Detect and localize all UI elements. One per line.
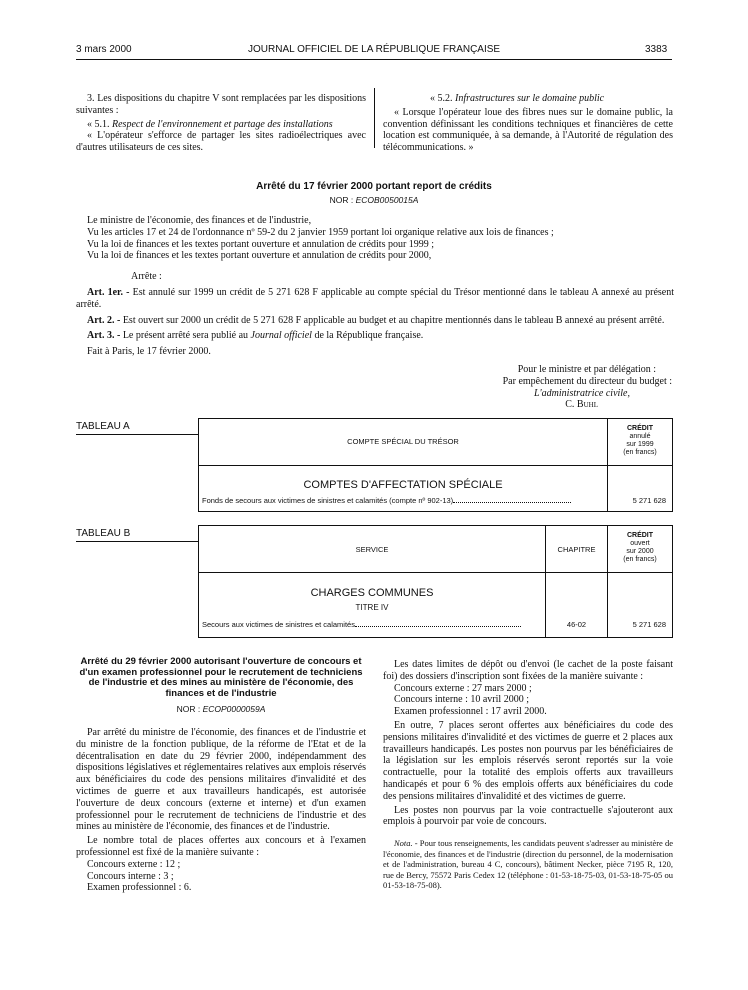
tableau-b-row-label: Secours aux victimes de sinistres et calamités	[202, 620, 355, 629]
places-item: Concours externe : 12 ;	[87, 858, 181, 870]
tableau-a-rule	[76, 434, 199, 435]
tableau-a-col2-h3: (en francs)	[623, 449, 657, 456]
preamble-line: Vu la loi de finances et les textes portant ouverture et annulation de crédits pour 2000,	[87, 250, 432, 262]
tableau-a-col1-header: COMPTE SPÉCIAL DU TRÉSOR	[347, 437, 459, 446]
arrete2-nor	[76, 704, 366, 714]
page-number: 3383	[645, 44, 668, 55]
section-5-2-body: « Lorsque l'opérateur loue des fibres nues sur le domaine public, la convention définissant les conditions techniques et financières de cette location est communiquée, à sa demande, à l'Autorité de régulation des télécommunications. »	[383, 106, 673, 154]
article-3-text-before: Le présent arrêté sera publié au	[122, 330, 249, 342]
arrete2-para5: Les postes non pourvus par la voie contractuelle s'ajouteront aux emplois à pourvoir par voie de concours.	[383, 804, 673, 828]
arrete2-right-column	[383, 659, 673, 891]
tableau-b-subtitle: TITRE IV	[355, 603, 389, 612]
tableau-a-col2-h2: sur 1999	[626, 441, 654, 448]
article-3	[76, 330, 674, 342]
tableau-b-leader-dots	[355, 626, 521, 627]
article-3-text-after: de la République française.	[314, 330, 424, 342]
dates-item: Concours externe : 27 mars 2000 ;	[394, 682, 532, 694]
tableau-a-row	[202, 496, 602, 505]
tableau-b-col3-h3: (en francs)	[623, 556, 657, 563]
arrete-word: Arrête :	[131, 271, 162, 283]
top-left-intro: 3. Les dispositions du chapitre V sont remplacées par les dispositions suivantes :	[76, 93, 366, 116]
section-5-2-heading	[383, 93, 673, 105]
column-divider	[374, 88, 375, 148]
tableau-b-rule	[76, 541, 199, 542]
tableau-b-row-chapter: 46-02	[566, 620, 587, 629]
tableau-a-col2-h0: CRÉDIT	[626, 425, 654, 432]
tableau-b-col3-h0: CRÉDIT	[626, 532, 654, 539]
arrete2-title: Arrêté du 29 février 2000 autorisant l'ouverture de concours et d'un examen professionnel pour le recrutement de techniciens de l'industrie et des mines au ministère de l'économie, des finances et de l'industrie	[79, 656, 363, 699]
arrete2-para2: Le nombre total de places offertes aux concours et à l'examen professionnel est fixé de la manière suivante :	[76, 835, 366, 858]
tableau-b-col3-h1: ouvert	[630, 540, 650, 547]
dates-item: Concours interne : 10 avril 2000 ;	[394, 694, 529, 706]
arrete2-nor-code: ECOP0000059A	[202, 704, 266, 714]
arrete1-preamble	[76, 215, 674, 358]
signature-line1: Pour le ministre et par délégation :	[517, 364, 656, 375]
tableau-a-table	[198, 418, 673, 512]
places-item: Examen professionnel : 6.	[87, 882, 192, 894]
section-5-1-title: Respect de l'environnement et partage des installations	[112, 118, 333, 130]
places-item: Concours interne : 3 ;	[87, 870, 174, 882]
arrete2-para3: Les dates limites de dépôt ou d'envoi (le cachet de la poste faisant foi) des dossiers d'inscription sont fixées de la manière suivante :	[383, 659, 673, 682]
arrete2-note-text: Pour tous renseignements, les candidats peuvent s'adresser au ministère de l'économie, des finances et de l'industrie (direction du personnel, de la modernisation et de l'administration, bureau 4 C, concours), bâtiment Necker, pièce 7195 R, 120, rue de Bercy, 75572 Paris Cedex 12 (téléphone : 01-53-18-75-03, 01-53-18-75-05 ou 01-53-18-75-08).	[383, 838, 673, 891]
top-right-column	[383, 93, 673, 154]
fait-a-paris: Fait à Paris, le 17 février 2000.	[87, 346, 211, 358]
tableau-a-leader-dots	[453, 502, 571, 503]
journal-title: JOURNAL OFFICIEL DE LA RÉPUBLIQUE FRANÇAISE	[248, 44, 501, 55]
tableau-b-label: TABLEAU B	[76, 528, 131, 539]
tableau-b-col1-header: SERVICE	[355, 545, 389, 554]
article-2-label: Art. 2. -	[87, 314, 121, 326]
section-5-2-title: Infrastructures sur le domaine public	[455, 93, 605, 104]
article-1-text: Est annulé sur 1999 un crédit de 5 271 628 F applicable au compte spécial du Trésor mentionné dans le tableau A annexé au présent arrêté.	[76, 286, 675, 310]
article-1-label: Art. 1er. -	[87, 286, 130, 298]
tableau-a-col2-h1: annulé	[629, 433, 651, 440]
arrete2-nor-label: NOR :	[176, 704, 201, 714]
header-rule	[76, 59, 672, 60]
tableau-a-header-rule	[199, 465, 672, 466]
article-2	[76, 315, 674, 327]
arrete1-title: Arrêté du 17 février 2000 portant report de crédits	[256, 181, 492, 192]
tableau-b-group-title: CHARGES COMMUNES	[310, 587, 434, 599]
tableau-b-row	[202, 620, 542, 629]
arrete2-para4: En outre, 7 places seront offertes aux bénéficiaires du code des pensions militaires d'invalidité et des victimes de guerre et 2 places aux travailleurs handicapés. Les postes non pourvus par les bénéficiaires de la législation sur les emplois réservés seront reportés sur la voie contractuelle, pour la totalité des emplois offerts aux travailleurs handicapés et pour 6 % des emplois offerts aux bénéficiaires du code des pensions militaires d'invalidité et des victimes de guerre.	[383, 719, 673, 802]
tableau-b-col3-h2: sur 2000	[626, 548, 654, 555]
article-3-label: Art. 3. -	[87, 330, 121, 342]
preamble-line: Le ministre de l'économie, des finances et de l'industrie,	[87, 215, 312, 226]
top-left-column	[76, 93, 366, 154]
tableau-b-table	[198, 525, 673, 638]
arrete1-nor	[76, 195, 672, 205]
tableau-a-label: TABLEAU A	[76, 421, 130, 432]
dates-item: Examen professionnel : 17 avril 2000.	[394, 706, 547, 718]
section-5-1-body: « L'opérateur s'efforce de partager les sites radioélectriques avec d'autres utilisateurs de ces sites.	[76, 130, 366, 154]
tableau-a-group-title: COMPTES D'AFFECTATION SPÉCIALE	[303, 479, 503, 491]
arrete2-left-column	[76, 727, 366, 894]
arrete2-note	[383, 838, 673, 891]
article-1	[76, 287, 674, 311]
article-3-text-italic: Journal officiel	[250, 330, 312, 342]
arrete2-note-label: Nota. -	[394, 838, 418, 849]
section-5-2-num: « 5.2.	[430, 93, 453, 104]
arrete1-nor-code: ECOB0050015A	[355, 195, 419, 205]
signature-name: C. Buhl	[565, 399, 598, 411]
signature-line3: L'administratrice civile,	[533, 387, 630, 399]
preamble-line: Vu les articles 17 et 24 de l'ordonnance nº 59-2 du 2 janvier 1959 portant loi organique relative aux lois de finances ;	[87, 226, 554, 238]
arrete1-nor-label: NOR :	[329, 195, 354, 205]
signature-line2: Par empêchement du directeur du budget :	[502, 375, 672, 387]
tableau-b-col3-header	[608, 532, 672, 564]
preamble-line: Vu la loi de finances et les textes portant ouverture et annulation de crédits pour 1999 ;	[87, 238, 435, 250]
section-5-1-heading	[76, 119, 366, 131]
signature-block	[380, 364, 672, 411]
tableau-b-col2-header: CHAPITRE	[557, 545, 596, 554]
page-date: 3 mars 2000	[76, 44, 132, 55]
tableau-a-row-label: Fonds de secours aux victimes de sinistres et calamités (compte nº 902-13)	[202, 496, 454, 505]
arrete2-para1: Par arrêté du ministre de l'économie, des finances et de l'industrie et du ministre de la fonction publique, de la réforme de l'Etat et de la décentralisation en date du 29 février 2000, indépendamment des dispositions législatives et réglementaires relatives aux emplois réservés aux bénéficiaires du code des pensions militaires d'invalidité et des victimes de guerre et aux travailleurs handicapés, est autorisée l'ouverture de deux concours (externe et interne) et d'un examen professionnel pour le recrutement de techniciens de l'industrie et des mines au ministère de l'économie, des finances et de l'industrie.	[76, 727, 366, 833]
tableau-b-row-value: 5 271 628	[632, 620, 666, 629]
section-5-1-num: « 5.1.	[87, 118, 110, 130]
tableau-a-row-value: 5 271 628	[632, 496, 666, 505]
tableau-a-col2-header	[608, 425, 672, 457]
article-2-text: Est ouvert sur 2000 un crédit de 5 271 628 F applicable au budget et au chapitre mentionnés dans le tableau B annexé au présent arrêté.	[122, 314, 665, 326]
tableau-b-header-rule	[199, 572, 672, 573]
